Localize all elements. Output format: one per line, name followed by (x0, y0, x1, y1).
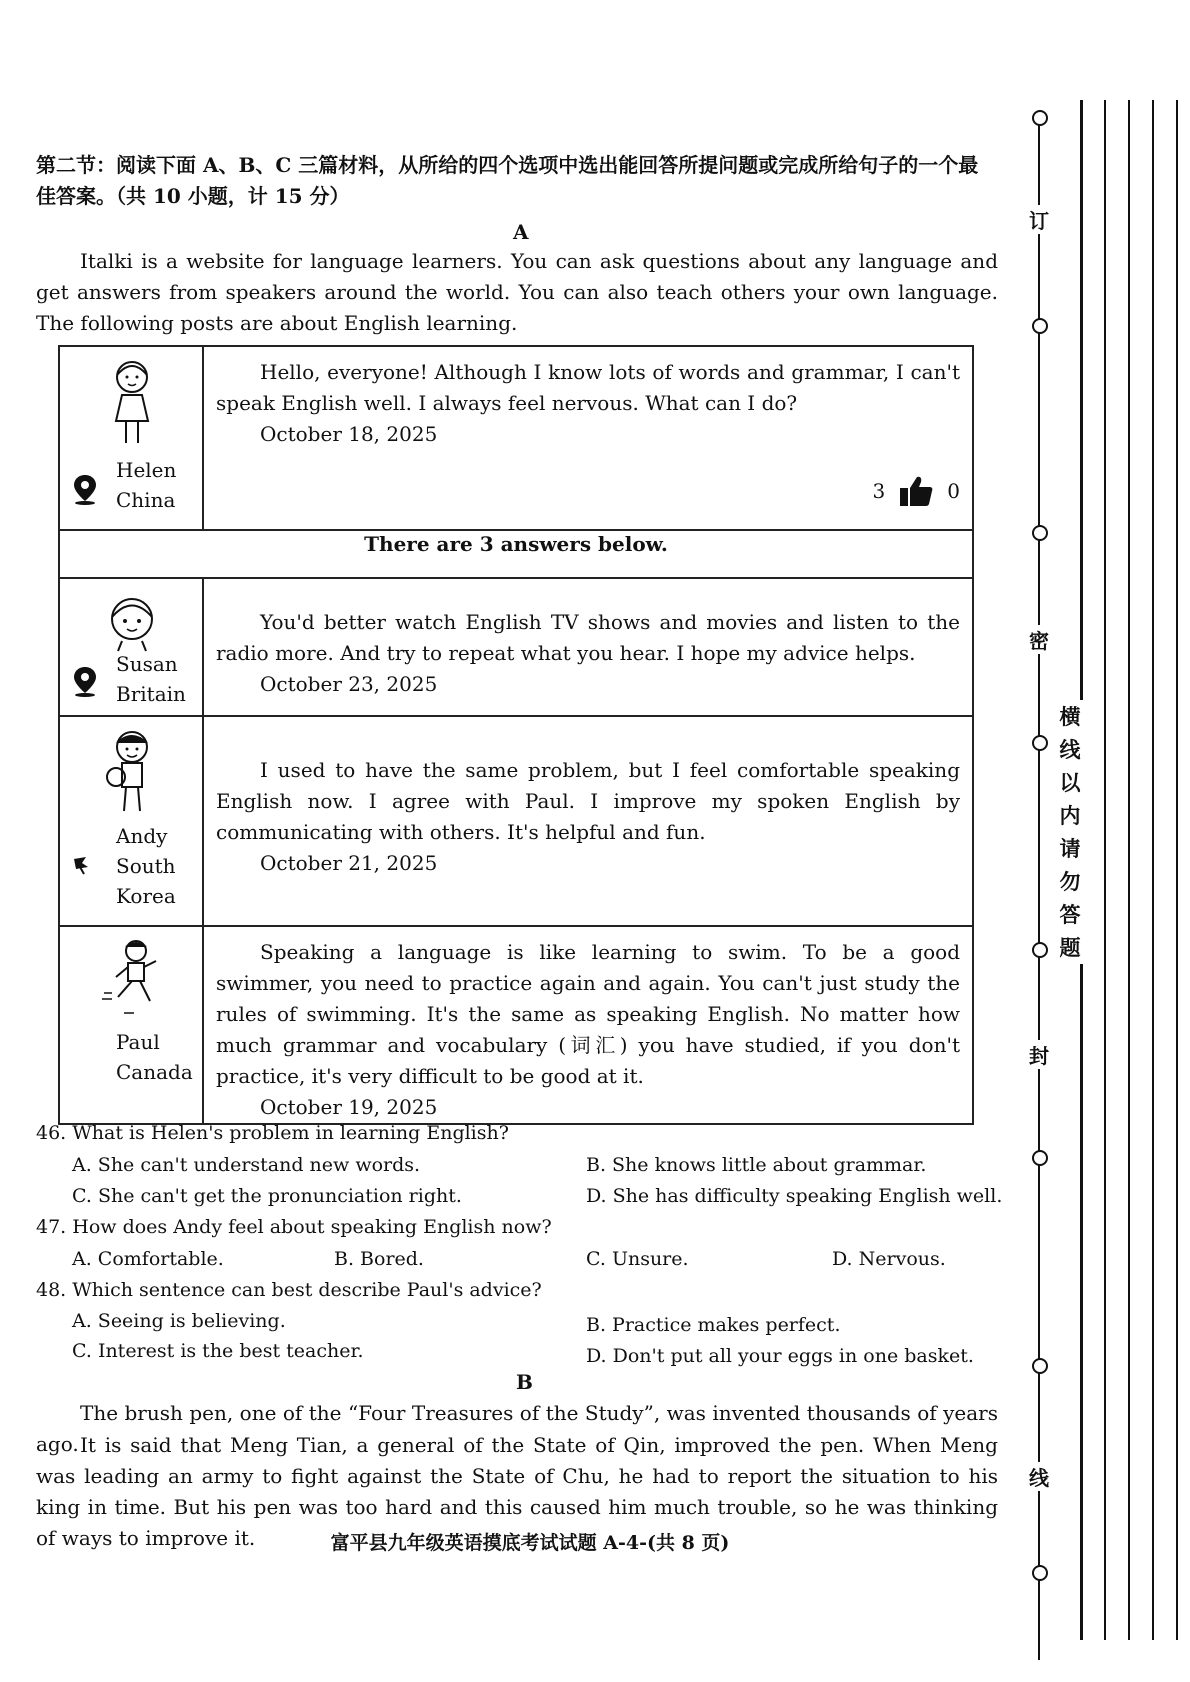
binding-label-xian: 线 (1024, 1462, 1054, 1491)
running-boy-avatar-icon (100, 937, 164, 1027)
passage-b-label: B (516, 1370, 533, 1394)
passage-a-label: A (513, 220, 529, 244)
andy-answer-content (203, 716, 973, 926)
passage-b-paragraph-2: It is said that Meng Tian, a general of the State of Qin, improved the pen. When Meng was leading an army to fight against the State of Chu, he had to report the situation to his king in time. But his pen was too hard and this caused him much trouble, so he was thinking of ways to improve it. (36, 1433, 998, 1550)
susan-answer-content (203, 578, 973, 716)
paul-answer-date: October 19, 2025 (260, 1095, 438, 1119)
question-46: 46. What is Helen's problem in learning English? (36, 1122, 509, 1144)
andy-country-line2: Korea (116, 884, 176, 908)
q48-option-c[interactable]: C. Interest is the best teacher. (72, 1340, 364, 1362)
susan-country: Britain (116, 682, 186, 706)
q48-option-d[interactable]: D. Don't put all your eggs in one basket. (586, 1345, 974, 1367)
passage-a-intro: Italki is a website for language learners. You can ask questions about any language and get answers from speakers around the world. You can also teach others your own language. The following posts are about English learning. (36, 249, 998, 335)
andy-answer-date: October 21, 2025 (260, 851, 438, 875)
q46-option-b[interactable]: B. She knows little about grammar. (586, 1154, 927, 1176)
susan-answer-text: You'd better watch English TV shows and movies and listen to the radio more. And try to repeat what you hear. I hope my advice helps. (216, 610, 960, 665)
page-footer: 富平县九年级英语摸底考试试题 A-4-(共 8 页) (330, 1532, 730, 1554)
q47-option-b[interactable]: B. Bored. (334, 1248, 424, 1270)
andy-name: Andy (116, 824, 168, 848)
paul-answer-content (203, 926, 973, 1124)
binding-notice: 横线以内请勿答题 (1055, 700, 1085, 964)
helen-country: China (116, 488, 176, 512)
q47-option-a[interactable]: A. Comfortable. (72, 1248, 224, 1270)
susan-name: Susan (116, 652, 178, 676)
helen-post-row (59, 346, 973, 530)
q48-option-b[interactable]: B. Practice makes perfect. (586, 1314, 841, 1336)
paul-country: Canada (116, 1060, 193, 1084)
helen-name: Helen (116, 458, 177, 482)
susan-profile (59, 578, 203, 716)
binding-hole-icon (1032, 1358, 1048, 1374)
likes-count: 0 (947, 478, 960, 503)
q47-option-c[interactable]: C. Unsure. (586, 1248, 689, 1270)
q47-option-d[interactable]: D. Nervous. (832, 1248, 946, 1270)
helen-profile (59, 346, 203, 530)
binding-line (1152, 100, 1154, 1640)
q46-option-c[interactable]: C. She can't get the pronunciation right. (72, 1185, 462, 1207)
flag-icon (72, 855, 92, 875)
paul-answer-row (59, 926, 973, 1124)
binding-hole-icon (1032, 318, 1048, 334)
binding-hole-icon (1032, 1565, 1048, 1581)
binding-line (1176, 100, 1178, 1640)
boy-with-ball-avatar-icon (100, 727, 164, 817)
binding-line (1128, 100, 1130, 1640)
seal-line (1038, 120, 1040, 1660)
binding-label-ding: 订 (1024, 205, 1054, 234)
andy-profile (59, 716, 203, 926)
binding-label-feng: 封 (1024, 1040, 1054, 1069)
paul-profile (59, 926, 203, 1124)
helen-post-content (203, 346, 973, 530)
forum-posts-table (58, 345, 974, 1125)
susan-answer-row (59, 578, 973, 716)
thumbs-up-icon[interactable] (899, 475, 933, 507)
answers-banner-row (59, 530, 973, 578)
passage-b-paragraph-1: The brush pen, one of the “Four Treasures of the Study”, was invented thousands of years ago. (36, 1401, 998, 1456)
binding-hole-icon (1032, 942, 1048, 958)
answers-banner: There are 3 answers below. (59, 530, 973, 578)
question-48: 48. Which sentence can best describe Paul's advice? (36, 1279, 542, 1301)
location-pin-icon (72, 665, 98, 697)
q46-option-d[interactable]: D. She has difficulty speaking English well. (586, 1185, 1003, 1207)
helen-post-text: Hello, everyone! Although I know lots of words and grammar, I can't speak English well. I always feel nervous. What can I do? (216, 360, 960, 415)
location-pin-icon (72, 473, 98, 505)
susan-answer-date: October 23, 2025 (260, 672, 438, 696)
section-instructions (36, 150, 996, 212)
answers-count: 3 (872, 478, 886, 503)
paul-answer-text: Speaking a language is like learning to swim. To be a good swimmer, you need to practice again and again. You can't just study the rules of swimming. It's the same as speaking English. No matter how much grammar and vocabulary (词汇) you have studied, if you don't practice, it's very difficult to be good at it. (216, 940, 960, 1088)
post-stats (873, 475, 960, 507)
q46-option-a[interactable]: A. She can't understand new words. (72, 1154, 421, 1176)
andy-answer-text: I used to have the same problem, but I feel comfortable speaking English now. I agree with Paul. I improve my spoken English by communicating with others. It's helpful and fun. (216, 758, 960, 844)
binding-hole-icon (1032, 525, 1048, 541)
section-heading: 第二节：阅读下面 A、B、C 三篇材料，从所给的四个选项中选出能回答所提问题或完成所给句子的一个最佳答案。（共 10 小题，计 15 分） (36, 153, 979, 208)
question-47: 47. How does Andy feel about speaking English now? (36, 1216, 552, 1238)
paul-name: Paul (116, 1030, 160, 1054)
andy-answer-row (59, 716, 973, 926)
andy-country-line1: South (116, 854, 176, 878)
q48-option-a[interactable]: A. Seeing is believing. (72, 1310, 286, 1332)
binding-label-mi: 密 (1024, 625, 1054, 654)
binding-hole-icon (1032, 735, 1048, 751)
binding-line (1104, 100, 1106, 1640)
helen-post-date: October 18, 2025 (260, 422, 438, 446)
girl-avatar-icon (100, 357, 164, 447)
binding-hole-icon (1032, 1150, 1048, 1166)
binding-hole-icon (1032, 110, 1048, 126)
